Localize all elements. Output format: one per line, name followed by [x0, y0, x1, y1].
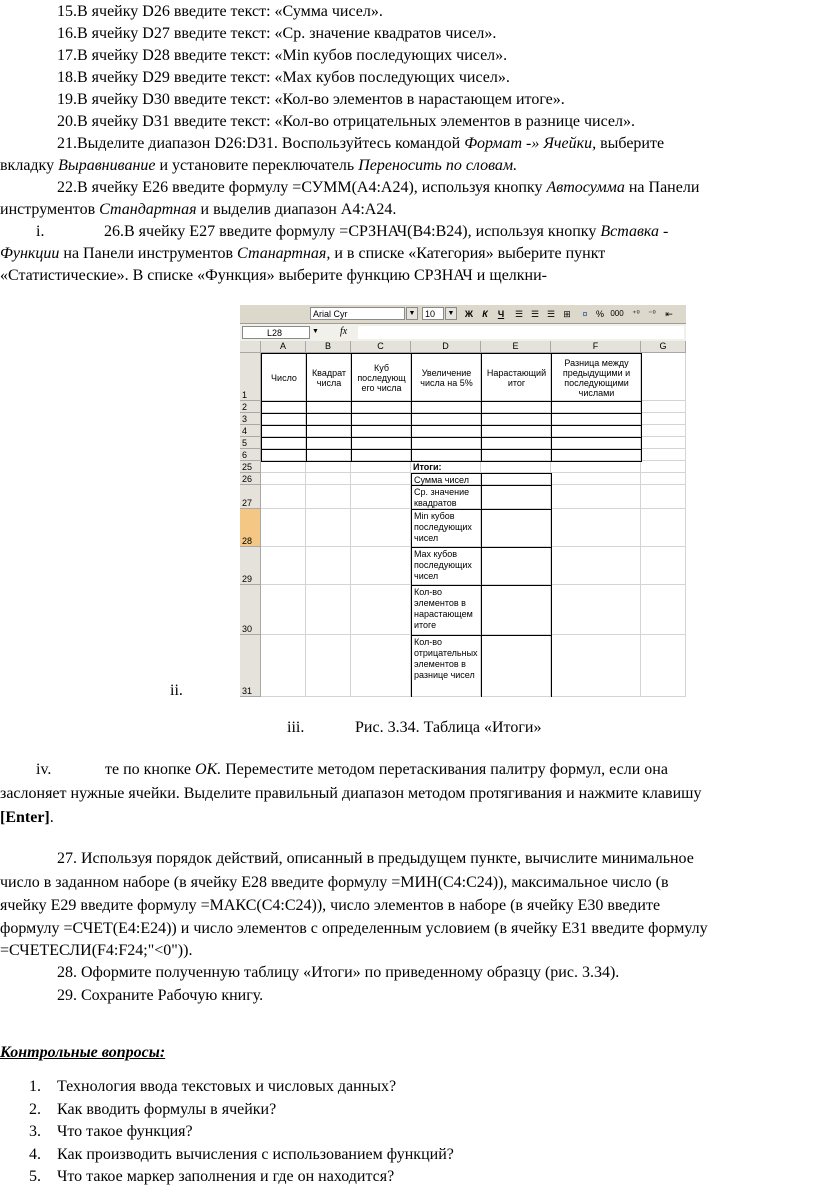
row-header[interactable]: 26 [240, 473, 261, 485]
row-header[interactable]: 4 [240, 425, 261, 437]
step-27-line5: =СЧЕТЕСЛИ(F4:F24;"<0")). [0, 942, 193, 959]
step-22-line1 [57, 177, 699, 199]
table-header-cell[interactable]: Квадрат числа [306, 353, 352, 402]
row-header[interactable]: 29 [240, 547, 261, 585]
grid-cell[interactable] [641, 509, 686, 547]
questions-title: Контрольные вопросы: [0, 1044, 166, 1061]
grid-cell[interactable] [261, 635, 306, 697]
totals-value-cell[interactable] [481, 585, 552, 636]
step-21-line2 [0, 155, 517, 177]
text-italic: Стандартная [99, 201, 197, 218]
grid-cell[interactable] [551, 461, 641, 473]
text: 26.В ячейку Е27 введите формулу =СРЗНАЧ(В4:В24), используя кнопку [104, 223, 601, 240]
excel-screenshot [240, 305, 686, 697]
text-italic: Переносить по словам. [358, 157, 518, 174]
column-header[interactable]: E [481, 341, 551, 353]
step-15: 15.В ячейку D26 введите текст: «Сумма чисел». [57, 3, 383, 20]
text-italic: Станартная, [237, 245, 331, 262]
increase-decimal-icon[interactable]: ⁺⁰ [632, 309, 640, 318]
text: на Панели инструментов [59, 245, 238, 262]
grid-cell[interactable] [641, 461, 686, 473]
step-22-line2 [0, 199, 396, 221]
align-center-icon[interactable]: ☰ [530, 309, 540, 319]
text: 22.В ячейку Е26 введите формулу =СУММ(А4:А24), используя кнопку [57, 179, 547, 196]
bold-button[interactable]: Ж [464, 309, 474, 319]
question-item: Как вводить формулы в ячейки? [57, 1100, 277, 1118]
step-17: 17.В ячейку D28 введите текст: «Min кубов последующих чисел». [57, 47, 508, 64]
grid-cell[interactable] [641, 449, 686, 461]
grid-cell[interactable] [261, 585, 306, 635]
question-number: 3. [29, 1123, 41, 1140]
grid-cell[interactable] [306, 585, 351, 635]
indent-icon[interactable]: ⇤ [665, 309, 673, 319]
row-header[interactable]: 5 [240, 437, 261, 449]
text-italic: ОК. [195, 761, 222, 778]
question-item: Что такое маркер заполнения и где он находится? [57, 1168, 395, 1185]
grid-cell[interactable] [641, 547, 686, 585]
grid-cell[interactable] [351, 485, 411, 509]
table-header-cell[interactable]: Нарастающий итог [481, 353, 552, 402]
underline-button[interactable]: Ч [497, 309, 505, 319]
text: Переместите методом перетаскивания палитру формул, если она [221, 761, 668, 778]
totals-label-cell[interactable]: Сумма чисел [411, 473, 482, 486]
text-italic: Автосумма [546, 179, 625, 196]
table-data-cell[interactable] [261, 449, 307, 462]
text: на Панели [624, 179, 700, 196]
step-27-line4: формулу =СЧЕТ(Е4:Е24)) и число элементов с определенным условием (в ячейку Е31 введите формулу [0, 920, 708, 937]
figure-caption: Рис. 3.34. Таблица «Итоги» [355, 719, 542, 736]
text: и установите переключатель [155, 157, 359, 174]
step-27-line1: 27. Используя порядок действий, описанный в предыдущем пункте, вычислите минимальное [57, 850, 694, 867]
totals-label-cell[interactable]: Ср. значение квадратов [411, 485, 482, 510]
table-header-cell[interactable]: Увеличение числа на 5% [411, 353, 482, 402]
row-header[interactable]: 28 [240, 509, 261, 547]
step-26-line1 [104, 221, 668, 243]
text: . [49, 809, 54, 826]
grid-cell[interactable] [641, 425, 686, 437]
step-16: 16.В ячейку D27 введите текст: «Ср. значение квадратов чисел». [57, 25, 497, 42]
step-27-line3: ячейку Е29 введите формулу =МАКС(С4:С24)), число элементов в наборе (в ячейку Е30 введите [0, 897, 661, 914]
totals-label-cell[interactable]: Кол-во элементов в нарастающем итоге [411, 585, 482, 636]
grid-cell[interactable] [306, 509, 351, 547]
totals-value-cell[interactable] [481, 547, 552, 586]
grid-cell[interactable] [306, 547, 351, 585]
row-header[interactable]: 6 [240, 449, 261, 461]
step-29: 29. Сохраните Рабочую книгу. [57, 987, 264, 1004]
totals-value-cell[interactable] [481, 509, 552, 548]
select-all-corner[interactable] [240, 341, 261, 353]
grid-cell[interactable] [641, 585, 686, 635]
row-header[interactable]: 30 [240, 585, 261, 635]
continuation-line2: заслоняет нужные ячейки. Выделите правильный диапазон методом протягивания и нажмите клавишу [0, 785, 702, 802]
grid-cell[interactable] [551, 635, 641, 697]
enter-key-text: [Enter] [0, 809, 50, 826]
decrease-decimal-icon[interactable]: ⁻⁰ [648, 309, 656, 318]
column-header[interactable]: A [261, 341, 306, 353]
totals-label-cell[interactable]: Min кубов последующих чисел [411, 509, 482, 548]
grid-cell[interactable] [551, 473, 641, 485]
grid-cell[interactable] [641, 401, 686, 413]
row-header[interactable]: 27 [240, 485, 261, 509]
grid-cell[interactable] [351, 635, 411, 697]
grid-cell[interactable] [641, 413, 686, 425]
grid-cell[interactable] [641, 353, 686, 401]
question-number: 5. [29, 1168, 41, 1185]
formula-bar [240, 324, 686, 342]
chevron-down-icon[interactable]: ▼ [445, 307, 457, 320]
table-header-cell[interactable]: Разница между предыдущими и последующими числами [551, 353, 642, 402]
grid-cell[interactable] [306, 485, 351, 509]
thousands-button[interactable]: 000 [610, 309, 624, 318]
name-box[interactable]: L28 [242, 326, 310, 339]
question-item: Технология ввода текстовых и числовых данных? [57, 1078, 397, 1095]
step-18: 18.В ячейку D29 введите текст: «Max кубов последующих чисел». [57, 69, 510, 86]
question-number: 2. [29, 1100, 41, 1118]
continuation-line3 [0, 807, 54, 829]
grid-cell[interactable] [261, 547, 306, 585]
grid-cell[interactable] [306, 461, 351, 473]
step-20: 20.В ячейку D31 введите текст: «Кол-во отрицательных элементов в разнице чисел». [57, 113, 635, 130]
list-number-iv: iv. [36, 761, 52, 778]
step-21-line1 [57, 133, 664, 155]
totals-label-cell[interactable]: Кол-во отрицательных элементов в разнице чисел [411, 635, 482, 697]
grid-cell[interactable] [351, 585, 411, 635]
chevron-down-icon[interactable]: ▼ [406, 307, 418, 320]
text-italic: Вставка - [600, 223, 669, 240]
text-italic: Функции [0, 245, 60, 262]
text-italic: Выравнивание [58, 157, 156, 174]
totals-title: Итоги: [413, 462, 442, 472]
list-number-ii: ii. [170, 682, 183, 699]
formula-input[interactable] [358, 326, 684, 339]
grid-cell[interactable] [261, 461, 306, 473]
table-data-cell[interactable] [351, 449, 412, 462]
step-27-line2: число в заданном наборе (в ячейку Е28 введите формулу =МИН(С4:С24)), максимальное число (в [0, 874, 669, 891]
font-size-select[interactable]: 10 [422, 307, 444, 320]
grid-cell[interactable] [261, 485, 306, 509]
step-28: 28. Оформите полученную таблицу «Итоги» по приведенному образцу (рис. 3.34). [57, 964, 620, 981]
totals-value-cell[interactable] [481, 635, 552, 697]
grid-cell[interactable] [351, 509, 411, 547]
grid-cell[interactable] [351, 461, 411, 473]
currency-icon[interactable]: ¤ [582, 309, 588, 319]
grid-cell[interactable] [641, 635, 686, 697]
grid-cell[interactable] [306, 473, 351, 485]
text: те по кнопке [105, 761, 196, 778]
text: и выделив диапазон А4:А24. [196, 201, 397, 218]
chevron-down-icon[interactable]: ▼ [312, 328, 319, 335]
function-icon[interactable]: fx [340, 326, 348, 337]
formatting-toolbar [240, 305, 686, 324]
list-number-i: i. [36, 223, 45, 240]
list-number-iii: iii. [287, 719, 305, 736]
question-item: Что такое функция? [57, 1123, 193, 1140]
row-header[interactable]: 31 [240, 635, 261, 697]
text: инструментов [0, 201, 100, 218]
text: вкладку [0, 157, 59, 174]
column-header[interactable]: D [411, 341, 481, 353]
table-data-cell[interactable] [306, 449, 352, 462]
totals-label-cell[interactable]: Max кубов последующих чисел [411, 547, 482, 586]
column-header[interactable]: G [641, 341, 686, 353]
question-number: 4. [29, 1145, 41, 1163]
step-26-line2 [0, 243, 605, 265]
font-name-select[interactable]: Arial Cyr [310, 307, 405, 320]
grid-cell[interactable] [551, 547, 641, 585]
totals-value-cell[interactable] [481, 485, 552, 510]
row-header[interactable]: 2 [240, 401, 261, 413]
grid-cell[interactable] [641, 473, 686, 485]
align-right-icon[interactable]: ☰ [546, 309, 556, 319]
grid-cell[interactable] [351, 547, 411, 585]
grid-cell[interactable] [551, 585, 641, 635]
text: выберите [596, 135, 665, 152]
grid-cell[interactable] [261, 473, 306, 485]
question-number: 1. [29, 1078, 41, 1095]
italic-button[interactable]: К [482, 309, 488, 319]
step-19: 19.В ячейку D30 введите текст: «Кол-во элементов в нарастающем итоге». [57, 91, 565, 108]
text-italic: Формат -» Ячейки, [464, 135, 597, 152]
grid-cell[interactable] [351, 473, 411, 485]
align-left-icon[interactable]: ☰ [514, 309, 524, 319]
grid-cell[interactable] [551, 509, 641, 547]
column-header[interactable]: B [306, 341, 351, 353]
text: 21.Выделите диапазон D26:D31. Воспользуйтесь командой [57, 135, 465, 152]
text: и в списке «Категория» выберите пункт [330, 245, 606, 262]
column-header[interactable]: C [351, 341, 411, 353]
continuation-line1 [105, 759, 815, 781]
grid-cell[interactable] [551, 485, 641, 509]
grid-cell[interactable] [306, 635, 351, 697]
table-header-cell[interactable]: Куб последующ его числа [351, 353, 412, 402]
percent-button[interactable]: % [595, 309, 604, 319]
table-header-cell[interactable]: Число [261, 353, 307, 402]
row-header[interactable]: 3 [240, 413, 261, 425]
grid-cell[interactable] [641, 485, 686, 509]
table-data-cell[interactable] [551, 449, 642, 462]
grid-cell[interactable] [261, 509, 306, 547]
row-header[interactable]: 25 [240, 461, 261, 473]
row-header[interactable]: 1 [240, 353, 261, 401]
question-item: Как производить вычисления с использованием функций? [57, 1145, 454, 1163]
grid-cell[interactable] [641, 437, 686, 449]
step-26-line3: «Статистические». В списке «Функция» выберите функцию СРЗНАЧ и щелкни- [0, 267, 547, 284]
column-header[interactable]: F [551, 341, 641, 353]
merge-cells-icon[interactable]: ⊞ [563, 309, 571, 319]
